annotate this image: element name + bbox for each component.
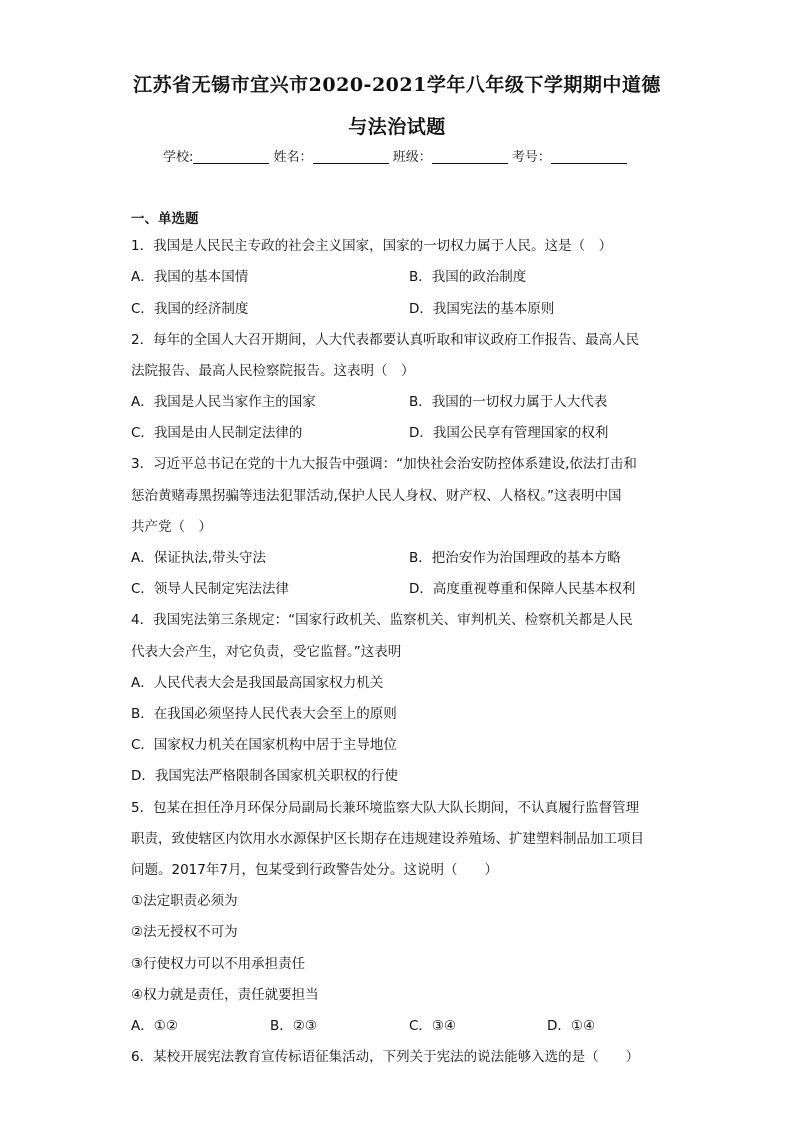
exam-title-line-2: 与法治试题 (348, 116, 446, 138)
question-5-statement-1: ①法定职责必须为 (131, 893, 238, 909)
name-label: 姓名： (273, 150, 313, 165)
question-5-option-c: C．③④ (409, 1018, 457, 1034)
question-6-text: 6．某校开展宪法教育宣传标语征集活动，下列关于宪法的说法能够入选的是（ ） (131, 1049, 640, 1065)
class-label: 班级： (392, 150, 432, 165)
question-3-option-d: D．高度重视尊重和保障人民基本权利 (409, 581, 636, 597)
student-info-row (163, 146, 627, 165)
question-5-text-line-1: 5．包某在担任净月环保分局副局长兼环境监察大队大队长期间，不认真履行监督管理 (131, 800, 640, 816)
question-3-option-a: A．保证执法,带头守法 (131, 550, 267, 566)
question-4-text-line-1: 4．我国宪法第三条规定：“国家行政机关、监察机关、审判机关、检察机关都是人民 (131, 612, 633, 628)
school-field[interactable] (193, 149, 269, 164)
question-5-statement-3: ③行使权力可以不用承担责任 (131, 956, 306, 972)
question-3-text-line-2: 惩治黄赌毒黑拐骗等违法犯罪活动,保护人民人身权、财产权、人格权。”这表明中国 (131, 488, 622, 504)
question-2-option-d: D．我国公民享有管理国家的权利 (409, 425, 609, 441)
question-5-option-a: A．①② (131, 1018, 178, 1034)
question-5-statement-4: ④权力就是责任，责任就要担当 (131, 987, 319, 1003)
question-4-option-a: A．人民代表大会是我国最高国家权力机关 (131, 675, 384, 691)
question-2-option-b: B．我国的一切权力属于人大代表 (409, 394, 608, 410)
question-1-option-d: D．我国宪法的基本原则 (409, 301, 555, 317)
question-5-statement-2: ②法无授权不可为 (131, 924, 238, 940)
question-2-text-line-2: 法院报告、最高人民检察院报告。这表明（ ） (131, 363, 415, 379)
question-1-option-c: C．我国的经济制度 (131, 301, 249, 317)
question-3-option-c: C．领导人民制定宪法法律 (131, 581, 289, 597)
question-2-option-c: C．我国是由人民制定法律的 (131, 425, 303, 441)
question-3-text-line-1: 3．习近平总书记在党的十九大报告中强调：“加快社会治安防控体系建设,依法打击和 (131, 456, 637, 472)
number-label: 考号： (511, 150, 551, 165)
question-5-text-line-2: 职责，致使辖区内饮用水水源保护区长期存在违规建设养殖场、扩建塑料制品加工项目 (131, 831, 644, 847)
question-4-option-b: B．在我国必须坚持人民代表大会至上的原则 (131, 706, 397, 722)
question-3-option-b: B．把治安作为治国理政的基本方略 (409, 550, 621, 566)
question-1-option-a: A．我国的基本国情 (131, 269, 249, 285)
class-field[interactable] (432, 149, 508, 164)
section-title: 一、单选题 (131, 211, 199, 227)
question-4-option-d: D．我国宪法严格限制各国家机关职权的行使 (131, 768, 398, 784)
exam-title-line-1: 江苏省无锡市宜兴市2020-2021学年八年级下学期期中道德 (133, 74, 661, 96)
number-field[interactable] (551, 149, 627, 164)
question-2-option-a: A．我国是人民当家作主的国家 (131, 394, 316, 410)
question-2-text-line-1: 2．每年的全国人大召开期间，人大代表都要认真听取和审议政府工作报告、最高人民 (131, 332, 640, 348)
name-field[interactable] (313, 149, 389, 164)
question-5-text-line-3: 问题。2017年7月，包某受到行政警告处分。这说明（ ） (131, 862, 498, 878)
question-1-text: 1．我国是人民民主专政的社会主义国家，国家的一切权力属于人民。这是（ ） (131, 238, 613, 254)
question-5-option-b: B．②③ (270, 1018, 317, 1034)
question-3-text-line-3: 共产党（ ） (131, 519, 212, 535)
question-4-option-c: C．国家权力机关在国家机构中居于主导地位 (131, 737, 397, 753)
school-label: 学校: (163, 150, 194, 165)
question-5-option-d: D．①④ (547, 1018, 596, 1034)
question-4-text-line-2: 代表大会产生，对它负责，受它监督。”这表明 (131, 644, 402, 660)
question-1-option-b: B．我国的政治制度 (409, 269, 527, 285)
